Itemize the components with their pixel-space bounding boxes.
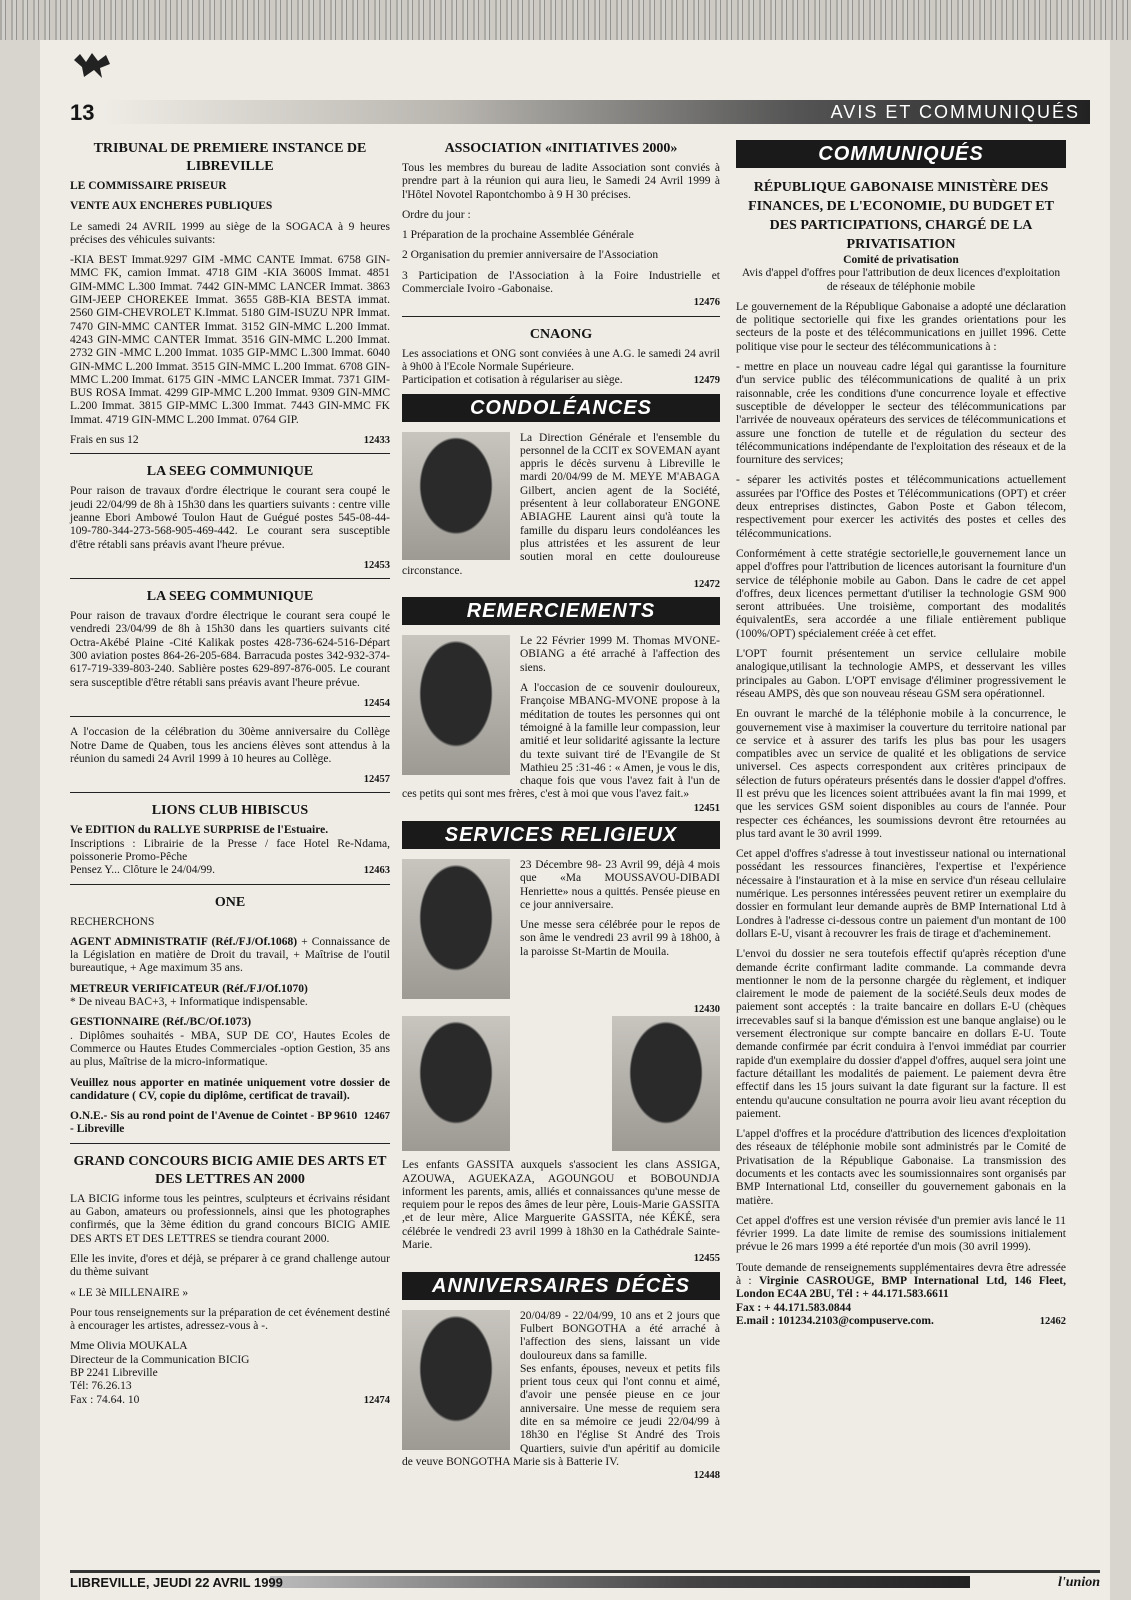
servrel-p1: 23 Décembre 98- 23 Avril 99, déjà 4 mois que «Ma MOUSSAVOU-DIBADI Henriette» nous a quittés. Pensée pieuse en ce jour anniversaire.: [520, 858, 720, 911]
servrel-p3: Les enfants GASSITA auxquels s'associent les clans ASSIGA, AZOUWA, AGUEKAZA, AGOUNGOU et BOBOUNDJA informent les parents, amis, alliés et connaissances qu'une messe de requiem pour le repos des âmes de leur père, Louis-Marie GASSITA ,et de leur mère, Alice Marguerite GASSITA, née KÉKÉ, sera célébrée le vendredi 23 avril 1999 à 18h30 en la Cathédrale Sainte-Marie.: [402, 1159, 720, 1252]
tender-p2: - mettre en place un nouveau cadre légal qui garantisse la fourniture d'un service public des télécommunications de qualité à un prix raisonnable, crée les conditions d'une concurrence loyale et effective susceptible de développer le secteur des télécommunications par l'arrivée de nouveaux opérateurs des services de télécommunications et assure une fonction de tutelle et de régulation du secteur des télécommunications indépendante de l'exploitation des réseaux et de la fourniture des services;: [736, 361, 1066, 467]
tender-p11: Toute demande de renseignements supplémentaires devra être adressée à :: [736, 1261, 1066, 1288]
bicig-title: GRAND CONCOURS BICIG AMIE DES ARTS ET DES LETTRES AN 2000: [73, 1153, 387, 1187]
photo-pair: [402, 1016, 720, 1151]
lions-footer: Pensez Y... Clôture le 24/04/99. 12463: [70, 864, 390, 877]
servrel-p2: Une messe sera célébrée pour le repos de son âme le vendredi 23 avril 99 à 18h00, à la paroisse St-Martin de Mouila.: [520, 919, 720, 958]
assoc-p3: 1 Préparation de la prochaine Assemblée Générale: [402, 229, 634, 242]
condoleances-banner: CONDOLÉANCES: [402, 394, 720, 422]
bicig-footer: Fax : 74.64. 10 12474: [70, 1393, 390, 1406]
divider: [70, 884, 390, 885]
remer-p1: Le 22 Février 1999 M. Thomas MVONE-OBIANG a été arraché à l'affection des siens.: [520, 635, 720, 674]
bicig-sig4: Tél: 76.26.13: [70, 1380, 132, 1393]
tender-p4: Conformément à cette stratégie sectorielle,le gouvernement lance un appel d'offres pour l'attribution de licences autorisant la fourniture d'un service de téléphonie mobile au Gabon. Dans le cadre de cet appel d'offres, deux licences permettant d'utiliser la technologie GSM 900 seront attribuées. Une troisième, comportant des modalités équivalentEs, sera accordée a une filiale entièrement publique (100%/OPT) spécialement créée à cet effet.: [736, 547, 1066, 640]
divider: [70, 578, 390, 579]
assoc-p5: 3 Participation de l'Association à la Foire Industrielle et Commerciale Ivoiro -Gabonaise.: [402, 269, 720, 296]
bicig-p4: Pour tous renseignements sur la préparation de cet événement destiné à encourager les artistes, adressez-vous à -.: [70, 1306, 390, 1333]
tender-subtitle: Avis d'appel d'offres pour l'attribution de deux licences d'exploitation de réseaux de téléphonie mobile: [741, 267, 1061, 293]
tribunal-footer: Frais en sus 12 12433: [70, 434, 390, 447]
anniv-p2: Ses enfants, épouses, neveux et petits fils prient tous ceux qui l'ont connu et aimé, d'avoir une pensée pieuse en ce jour anniversaire. Une messe de requiem sera dite en sa mémoire ce jeudi 22/04/99 à 18h30 en l'église St André des Trois Quartiers, suivie d'un apéritif au domicile de veuve BONGOTHA Marie sis à Batterie IV.: [402, 1362, 720, 1468]
masthead: l'union: [1057, 1575, 1100, 1590]
job3-title: GESTIONNAIRE (Réf./BC/Of.1073): [70, 1016, 252, 1029]
bicig-sig1: Mme Olivia MOUKALA: [70, 1340, 188, 1353]
anniv-p1: 20/04/89 - 22/04/99, 10 ans et 2 jours que Fulbert BONGOTHA a été arraché à l'affection des siens, laissant un vide douloureux dans sa famille.: [520, 1309, 720, 1362]
tribunal-sub1: LE COMMISSAIRE PRISEUR: [70, 180, 227, 192]
college-ref: 12457: [363, 774, 390, 786]
tribunal-p2: -KIA BEST Immat.9297 GIM -MMC CANTE Immat. 6758 GIN-MMC FK, camion Immat. 4718 GIM -KIA 3600S Immat. 4851 GIM-MMC L.300 Immat. 7442 GIN-MMC LANCER Immat. 3863 GIM-JEEP CHOREKEE Immat. 3655 G8B-KIA BESTA immat. 2560 GIM-CHEVROLET K.Immat. 5180 GIM-ISUZU NPR Immat. 7470 GIN-MMC CANTER Immat. 3152 GIN-MMC L.200 Immat. 4243 GIN-MMC CANTER Immat. 3516 GIN-MMC L.200 Immat. 2732 GIN -MMC L.200 Immat. 1035 GIP-MMC L.300 Immat. 6040 GIN-MMC L.200 Immat. 3515 GIN-MMC L.200 Immat. 6708 GIN-MMC L.200 Immat. 6175 GIN -MMC LANCER Immat. 7371 GIM-BUS ROSA Immat. 4299 GIP-MMC L.200 Immat. 9309 GIN-MMC L.200 Immat. 3815 GIP-MMC L.300 Immat. 7443 GIN-MMC FK Immat. 4719 GIN-MMC L.200 Immat. 0764 GIP.: [70, 254, 390, 426]
newspaper-page: [40, 40, 1110, 1600]
footer-band: [270, 1576, 970, 1588]
bicig-p2: Elle les invite, d'ores et déjà, se préparer à ce grand challenge autour du thème suivant: [70, 1252, 390, 1279]
one-footer: O.N.E.- Sis au rond point de l'Avenue de Cointet - BP 9610 - Libreville 12467: [70, 1110, 390, 1136]
servrel-ref: 12430: [693, 1003, 720, 1015]
condo-text: La Direction Générale et l'ensemble du personnel de la CCIT ex SOVEMAN ayant appris le décès survenu à Libreville le mardi 20/04/99 de M. MEYE M'ABAGA Gilbert, ancien agent de la Société, présentent à leur collaborateur ENGONE ABIAGHE Laurent ainsi qu'à toute la famille du disparu leurs condoléances les plus attristées et les assurent de leur soutien moral en cette douloureuse circonstance.: [402, 431, 720, 577]
divider: [70, 1143, 390, 1144]
portrait-photo: [612, 1016, 720, 1151]
tender-p3: - séparer les activités postes et télécommunications actuellement assurées par l'Office des Postes et Télécommunications (OPT) et créer deux entreprises distinctes, Gabon Poste et Gabon télecom, respectivement pour exercer les activités des postes et celles des télécommunications.: [736, 474, 1066, 540]
tender-contact: Virginie CASROUGE, BMP International Ltd, 146 Fleet, London EC4A 2BU, Tél : + 44.171.583.6611: [736, 1275, 1066, 1301]
seeg1-ref: 12453: [363, 559, 390, 571]
seeg1-text: Pour raison de travaux d'ordre électrique le courant sera coupé le jeudi 22/04/99 de 8h à 15h30 dans les quartiers suivants : centre ville jeanne Ebori Ambowé Toulon Haut de Guégué postes 545-08-44-109-780-344-273-568-905-469-442. Le courant sera susceptible d'être rétabli sans préavis avant l'heure prévue.: [70, 485, 390, 551]
lions-title: LIONS CLUB HIBISCUS: [151, 803, 309, 819]
column-left: [70, 140, 390, 1407]
seeg1-title: LA SEEG COMMUNIQUE: [146, 464, 314, 480]
job2-title: METREUR VERIFICATEUR (Réf./FJ/Of.1070): [70, 982, 308, 995]
one-sub: RECHERCHONS: [70, 915, 155, 928]
lions-p1: Ve EDITION du RALLYE SURPRISE de l'Estuaire.: [70, 824, 329, 837]
assoc-p4: 2 Organisation du premier anniversaire de l'Association: [402, 249, 659, 262]
anniversaires-banner: ANNIVERSAIRES DÉCÈS: [402, 1272, 720, 1300]
remer-p2: A l'occasion de ce souvenir douloureux, Françoise MBANG-MVONE propose à la méditation de toutes les personnes qui ont témoigné à la famille leur compassion, leur amitié et leur solidarité agissante la lecture du texte suivant tiré de l'Evangile de St Mathieu 25 :31-46 : « Amen, je vous le dis, chaque fois que vous l'avez fait à l'un de ces petits qui sont mes frères, c'est à moi que vous l'avez fait.»: [402, 682, 720, 801]
ministry-title: RÉPUBLIQUE GABONAISE MINISTÈRE DES FINANCES, DE L'ECONOMIE, DU BUDGET ET DES PARTICIPATIONS, CHARGÉ DE LA PRIVATISATION: [748, 180, 1054, 252]
tender-p10: Cet appel d'offres est une version révisée d'un premier avis lancé le 11 février 1999. La date limite de remise des soumissions initialement prévue le 26 mars 1999 a été reportée d'un mois (30 avril 1999).: [736, 1214, 1066, 1254]
assoc-p2: Ordre du jour :: [402, 208, 471, 221]
tender-p7: Cet appel d'offres s'adresse à tout investisseur national ou international possédant les ressources financières, l'expertise et l'expérience nécessaire à l'instauration et à la mise en service d'un réseau cellulaire numérique. Les personnes intéressées peuvent retirer un exemplaire du dossier en formulant leur demande auprès de BMP International Ltd à Londres à l'adresse ci-dessous contre un paiement d'un montant de 100 dollars E-U, visant à recouvrer les frais de tirage et d'acheminement.: [736, 848, 1066, 940]
portrait-photo: [402, 432, 510, 560]
assoc-ref: 12476: [693, 297, 720, 309]
tender-p5: L'OPT fournit présentement un service cellulaire mobile analogique,utilisant la technologie AMPS, et desservant les villes principales au Gabon. L'OPT envisage d'éliminer progressivement le réseau AMPS, dès que son nouveau réseau GSM sera opérationnel.: [736, 648, 1066, 700]
assoc-p1: Tous les membres du bureau de ladite Association sont conviés à prendre part à la réunion qui aura lieu, le Samedi 24 Avril 1999 à l'Hôtel Novotel Rapontchombo à 9 H 30 précises.: [402, 162, 720, 201]
seeg2-title: LA SEEG COMMUNIQUE: [146, 589, 314, 605]
tribunal-sub2: VENTE AUX ENCHERES PUBLIQUES: [70, 200, 273, 213]
divider: [402, 316, 720, 317]
divider: [70, 792, 390, 793]
portrait-photo: [402, 635, 510, 775]
tender-p1: Le gouvernement de la République Gabonaise a adopté une déclaration de politique sectorielle qui fixe les grandes orientations pour les secteurs de la poste et des télécommunications en juillet 1996. Cette politique vise pour le secteur des télécommunications à :: [736, 300, 1066, 353]
seeg2-text: Pour raison de travaux d'ordre électrique le courant sera coupé le vendredi 23/04/99 de 8h à 15h30 dans les quartiers suivants cité Octra-Akébé Plaine -Cité Kalikak postes 428-736-624-516-Départ 300 aviation postes 864-26-205-684. Barracuda postes 342-932-374-617-719-339-803-240. Sablière postes 629-897-876-005. Le courant sera susceptible d'être rétabli sans préavis avant l'heure prévue.: [70, 610, 390, 689]
divider: [70, 716, 390, 717]
page-number: 13: [70, 100, 95, 125]
section-title: AVIS ET COMMUNIQUÉS: [830, 102, 1080, 122]
tender-p9: L'appel d'offres et la procédure d'attribution des licences d'exploitation des réseaux de téléphonie mobile sont administrés par le Comité de Privatisation de la République Gabonaise. La transmission des documents et les contacts avec les soumissionnaires sont organisés par BMP International Ltd, conseiller du gouvernement gabonais en la matière.: [736, 1128, 1066, 1207]
cnaong-p1: Les associations et ONG sont conviées à une A.G. le samedi 24 avril à 9h00 à l'Ecole Normale Supérieure.: [402, 347, 720, 373]
tribunal-title: TRIBUNAL DE PREMIERE INSTANCE DE LIBREVILLE: [93, 141, 367, 174]
servrel-ref2: 12455: [693, 1253, 720, 1265]
tribunal-p1: Le samedi 24 AVRIL 1999 au siège de la SOGACA à 9 heures précises des véhicules suivants:: [70, 220, 390, 246]
anniv-ref: 12448: [693, 1470, 720, 1482]
divider: [70, 453, 390, 454]
column-middle: [402, 140, 720, 1483]
tender-fax: Fax : + 44.171.583.0844: [736, 1301, 852, 1314]
bicig-sig2: Directeur de la Communication BICIG: [70, 1353, 250, 1366]
tender-footer: E.mail : 101234.2103@compuserve.com. 12462: [736, 1314, 1066, 1327]
job2-desc: * De niveau BAC+3, + Informatique indispensable.: [70, 996, 308, 1009]
portrait-photo: [402, 1310, 510, 1450]
dateline: LIBREVILLE, JEUDI 22 AVRIL 1999: [70, 1575, 283, 1590]
tender-p8: L'envoi du dossier ne sera toutefois effectif qu'après réception d'une demande écrite confirmant ladite commande. La commande devra mentionner le nom de la personne chargée du règlement, et indiquer clairement le mode de paiement de la société.Seuls deux modes de paiement sont acceptés : la traite bancaire en dollars E-U (chèques irrecevables sauf si la banque d'émission est une banque anglaise) ou le versement électronique sur compte bancaire en dollars E-U. Toute demande confirmée par écrit conduira à l'envoi immédiat par courrier rapide d'un exemplaire du dossier d'appel d'offres, auquel sera joint une facture détaillant les modalités de paiement. Le paiement devra être effectif dans les 15 jours suivant la date figurant sur la facture. Il est entendu qu'aucune consultation ne pourra avoir lieu avant réception du paiement.: [736, 948, 1066, 1120]
remer-ref: 12451: [693, 802, 720, 814]
remerciements-banner: REMERCIEMENTS: [402, 597, 720, 625]
bicig-p3: « LE 3è MILLENAIRE »: [70, 1286, 189, 1299]
portrait-photo: [402, 1016, 510, 1151]
one-instructions: Veuillez nous apporter en matinée uniquement votre dossier de candidature ( CV, copie du diplôme, certificat de travail).: [70, 1076, 390, 1102]
committee: Comité de privatisation: [843, 254, 959, 266]
communiques-banner: COMMUNIQUÉS: [736, 140, 1066, 168]
lions-p2: Inscriptions : Librairie de la Presse / face Hotel Re-Ndama, poissonerie Promo-Pêche: [70, 837, 390, 863]
job1-title: AGENT ADMINISTRATIF (Réf./FJ/Of.1068): [70, 935, 298, 948]
cnaong-title: CNAONG: [529, 326, 593, 342]
ink-blot: [70, 50, 114, 80]
page-footer: [70, 1570, 1100, 1593]
scan-top-edge: [0, 0, 1131, 40]
seeg2-ref: 12454: [363, 697, 390, 709]
services-religieux-banner: SERVICES RELIGIEUX: [402, 821, 720, 849]
tender-p6: En ouvrant le marché de la téléphonie mobile à la concurrence, le gouvernement vise à maximiser la couverture du territoire national par ce service et à assurer des tarifs les plus bas pour les usagers compatibles avec un service de qualité et les obligations de service universel. Ces aspects correspondent aux critères principaux de sélection de futurs opérateurs présentés dans le dossier d'appel d'offres. Il est prévu que les licences soient attribuées avant la fin mai 1999, et que les services GSM soient disponibles au cours de l'année. Pour respecter ces échéances, les soumissions devront être retournées au plus tard avant le 30 avril 1999.: [736, 708, 1066, 840]
one-title: ONE: [214, 894, 246, 910]
college-text: A l'occasion de la célébration du 30ème anniversaire du Collège Notre Dame de Quaben, tous les anciens élèves sont attendus à la réunion du samedi 24 Avril 1999 à 10 heures au Collège.: [70, 726, 390, 765]
bicig-p1: LA BICIG informe tous les peintres, sculpteurs et écrivains résidant au Gabon, amateurs ou professionnels, ainsi que les photographes confirmés, que la 3ème édition du grand concours BICIG AMIE DES ARTS ET DES LETTRES se tiendra courant 2000.: [70, 1192, 390, 1245]
portrait-photo: [402, 859, 510, 999]
cnaong-footer: Participation et cotisation à régulariser au siège. 12479: [402, 374, 720, 387]
column-right: [736, 140, 1066, 1328]
job3-desc: . Diplômes souhaités - MBA, SUP DE CO', Hautes Ecoles de Commerce ou Hautes Etudes Commerciales -option Gestion, 35 ans au plus, Maîtrise de la micro-informatique.: [70, 1029, 390, 1069]
assoc-title: ASSOCIATION «INITIATIVES 2000»: [444, 141, 678, 156]
job1-desc: + Connaissance de la Législation en matière de Droit du travail, + Maîtrise de l'outil bureautique, + Age maximum 35 ans.: [70, 935, 390, 975]
bicig-sig3: BP 2241 Libreville: [70, 1367, 158, 1379]
condo-ref: 12472: [693, 578, 720, 590]
